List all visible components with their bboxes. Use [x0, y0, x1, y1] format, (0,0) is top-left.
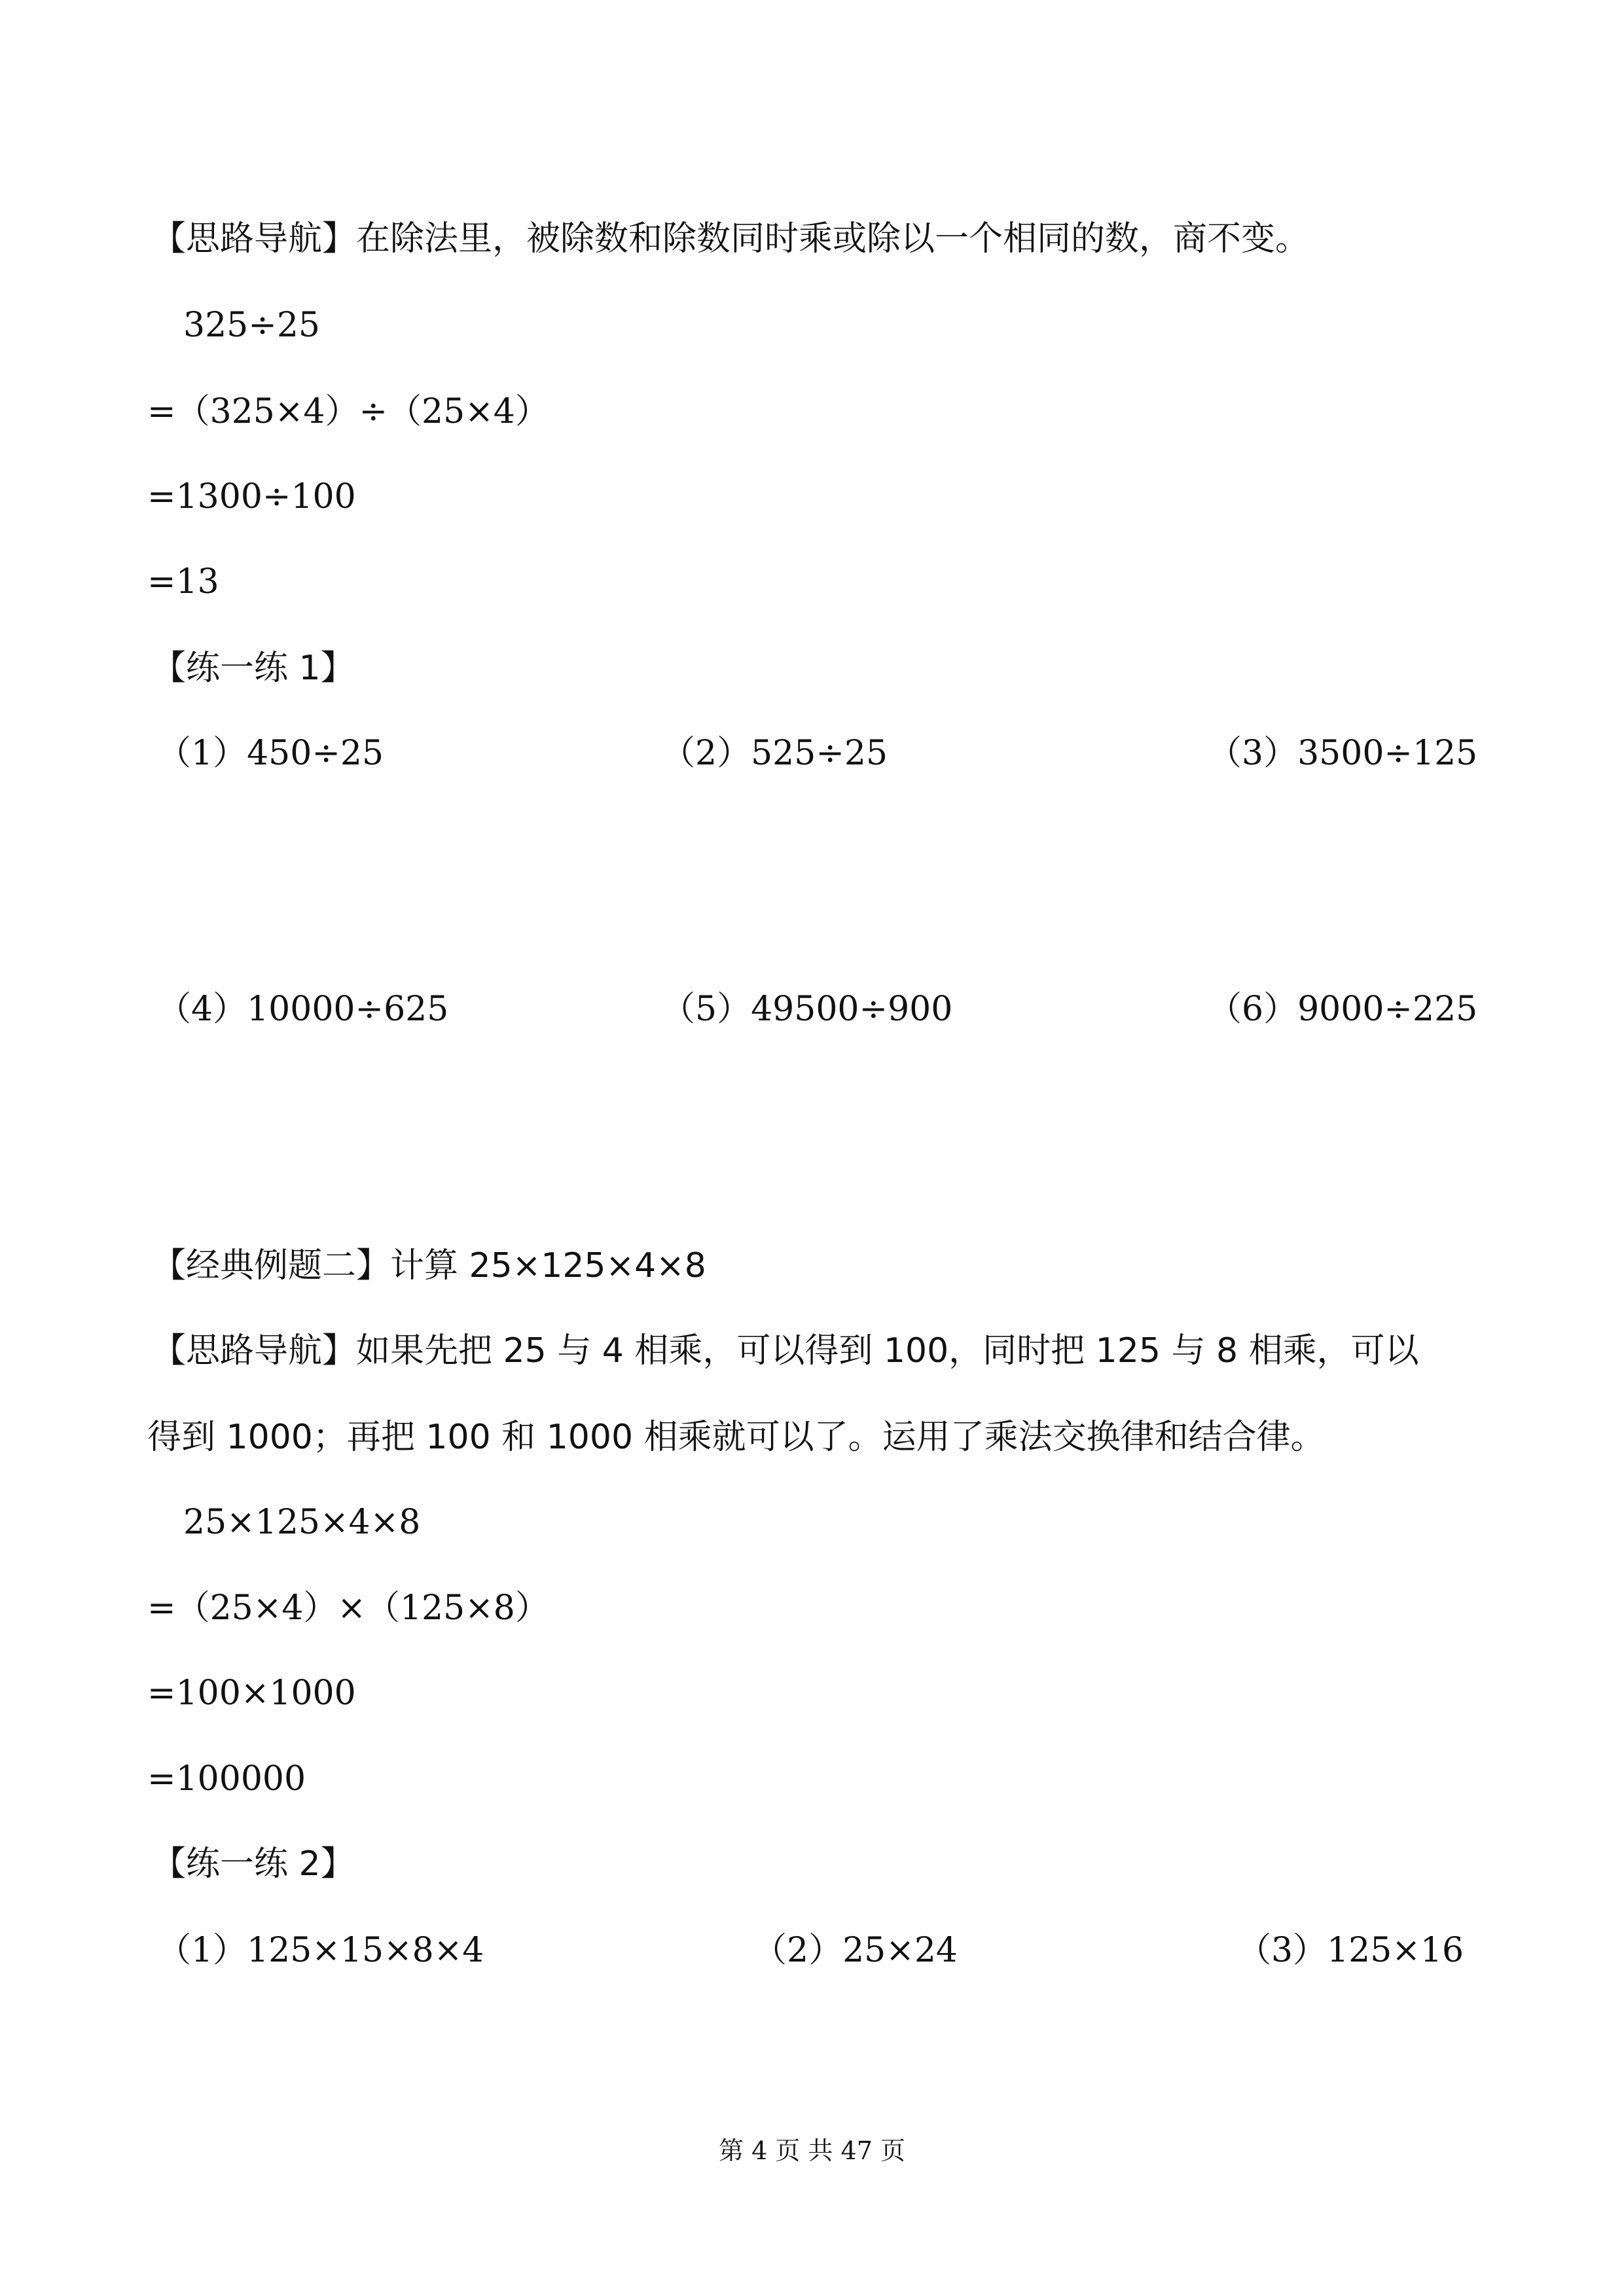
guide-text-2-line-1: 【思路导航】如果先把 25 与 4 相乘，可以得到 100，同时把 125 与 8 相乘，可以 — [152, 1331, 1419, 1371]
step-2: =（325×4）÷（25×4） — [147, 392, 549, 431]
guide-text-2-line-2: 得到 1000；再把 100 和 1000 相乘就可以了。运用了乘法交换律和结合律。 — [147, 1418, 1325, 1457]
practice-1-problem-2: （2）525÷25 — [661, 734, 888, 773]
step-4: =13 — [147, 562, 219, 601]
practice-1-problem-5: （5）49500÷900 — [661, 990, 953, 1029]
example-2-title: 【经典例题二】计算 25×125×4×8 — [152, 1246, 706, 1285]
step-3: =1300÷100 — [147, 477, 356, 516]
practice-1-problem-4: （4）10000÷625 — [157, 990, 449, 1029]
step-5: 25×125×4×8 — [183, 1503, 421, 1542]
practice-2-problem-3: （3）125×16 — [1237, 1931, 1464, 1970]
practice-2-problem-2: （2）25×24 — [753, 1931, 958, 1970]
guide-text-1: 【思路导航】在除法里，被除数和除数同时乘或除以一个相同的数，商不变。 — [152, 219, 1310, 259]
practice-1-problem-6: （6）9000÷225 — [1208, 990, 1478, 1029]
practice-1-problem-3: （3）3500÷125 — [1208, 734, 1478, 773]
step-8: =100000 — [147, 1759, 306, 1799]
step-7: =100×1000 — [147, 1674, 356, 1713]
step-1: 325÷25 — [183, 306, 320, 345]
step-6: =（25×4）×（125×8） — [147, 1588, 549, 1628]
practice-1-title: 【练一练 1】 — [152, 649, 355, 688]
page-number-footer: 第 4 页 共 47 页 — [719, 2136, 905, 2165]
practice-1-problem-1: （1）450÷25 — [157, 734, 384, 773]
practice-2-problem-1: （1）125×15×8×4 — [157, 1931, 484, 1970]
practice-2-title: 【练一练 2】 — [152, 1844, 355, 1884]
